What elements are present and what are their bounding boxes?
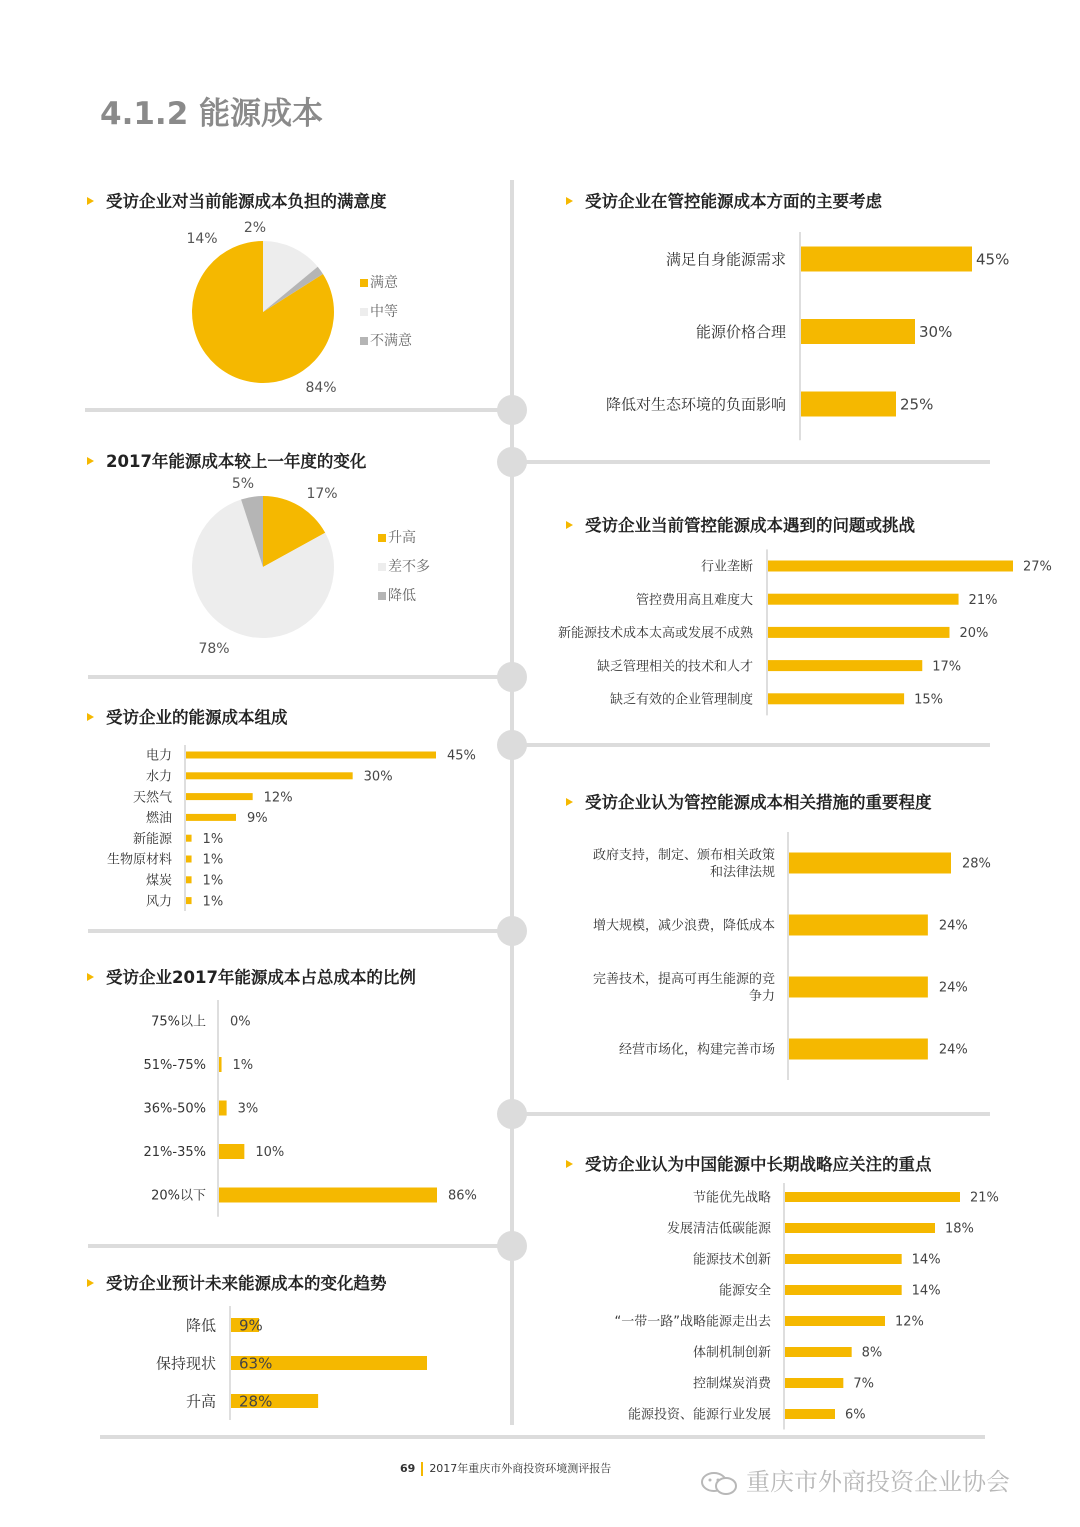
value-label: 1% <box>202 873 224 889</box>
pie-value-label: 84% <box>305 380 337 396</box>
category-label: “一带一路”战略能源走出去 <box>614 1314 771 1330</box>
bar <box>186 772 353 779</box>
bar <box>219 1057 222 1072</box>
category-label: 煤炭 <box>145 873 172 889</box>
legend-label: 差不多 <box>388 559 430 575</box>
arrow-marker-icon <box>87 973 94 981</box>
bar <box>186 814 236 821</box>
value-label: 0% <box>230 1014 251 1030</box>
category-label: 争力 <box>748 989 775 1005</box>
pie-value-label: 17% <box>306 486 338 502</box>
pie-value-label: 5% <box>231 476 255 492</box>
category-label: 行业垄断 <box>700 559 753 575</box>
value-label: 1% <box>202 831 224 847</box>
category-label: 节能优先战略 <box>692 1190 771 1206</box>
composition-bar-chart <box>90 745 500 915</box>
section-title-trend: 受访企业预计未来能源成本的变化趋势 <box>87 1270 387 1294</box>
arrow-marker-icon <box>87 197 94 205</box>
watermark <box>700 1462 1010 1497</box>
value-label: 24% <box>938 918 968 934</box>
section-title-measures: 受访企业认为管控能源成本相关措施的重要程度 <box>566 789 932 813</box>
value-label: 27% <box>1023 559 1052 575</box>
satisfaction-pie-chart <box>150 215 450 405</box>
legend-label: 中等 <box>370 304 398 320</box>
value-label: 28% <box>962 856 991 872</box>
divider-left-2 <box>88 675 512 679</box>
value-label: 9% <box>239 1316 263 1335</box>
share-bar-chart <box>90 1000 500 1230</box>
category-label: 能源价格合理 <box>695 322 786 341</box>
bar <box>186 876 192 883</box>
value-label: 24% <box>938 980 968 996</box>
bar <box>785 1316 885 1326</box>
bar <box>785 1285 902 1295</box>
category-label: 风力 <box>145 894 172 910</box>
value-label: 14% <box>911 1283 941 1299</box>
bar <box>186 752 436 759</box>
bar <box>768 594 959 605</box>
value-label: 25% <box>900 395 934 414</box>
divider-left-3 <box>88 929 512 933</box>
measures-bar-chart <box>520 832 1060 1082</box>
category-label: 降低 <box>185 1316 216 1335</box>
value-label: 63% <box>239 1354 273 1373</box>
divider-left-1 <box>85 408 512 412</box>
bar <box>785 1409 835 1419</box>
bar <box>186 856 192 863</box>
divider-left-4 <box>88 1244 512 1248</box>
bar <box>785 1223 935 1233</box>
category-label: 燃油 <box>145 811 172 827</box>
value-label: 9% <box>247 811 268 827</box>
challenges-bar-chart <box>520 548 1065 720</box>
value-label: 18% <box>945 1221 974 1237</box>
category-label: 经营市场化，构建完善市场 <box>618 1042 775 1058</box>
bar <box>768 693 904 704</box>
category-label: 20%以下 <box>151 1188 206 1204</box>
bar <box>785 1254 902 1264</box>
bar <box>789 853 951 874</box>
pie-value-label: 78% <box>198 641 230 657</box>
value-label: 15% <box>914 692 944 708</box>
category-label: 完善技术，提高可再生能源的竞 <box>592 972 775 988</box>
value-label: 1% <box>202 852 224 868</box>
divider-bottom <box>100 1435 985 1439</box>
footer-separator <box>421 1462 423 1476</box>
legend-swatch <box>360 279 368 287</box>
change-pie-chart <box>150 472 450 662</box>
category-label: 增大规模，减少浪费，降低成本 <box>592 918 775 934</box>
category-label: 缺乏有效的企业管理制度 <box>609 692 753 708</box>
value-label: 30% <box>363 769 393 785</box>
bar <box>801 319 915 344</box>
bar <box>801 247 972 272</box>
trend-bar-chart <box>90 1305 500 1425</box>
category-label: 满足自身能源需求 <box>665 250 786 269</box>
considerations-bar-chart <box>520 232 1060 442</box>
category-label: 51%-75% <box>143 1058 206 1074</box>
arrow-marker-icon <box>87 1279 94 1287</box>
bar <box>186 835 192 842</box>
legend-label: 不满意 <box>370 333 412 349</box>
category-label: 能源投资、能源行业发展 <box>627 1407 771 1423</box>
bar <box>785 1378 843 1388</box>
category-label: 政府支持，制定、颁布相关政策 <box>592 848 775 864</box>
category-label: 75%以上 <box>151 1014 206 1030</box>
value-label: 24% <box>938 1042 968 1058</box>
arrow-marker-icon <box>87 457 94 465</box>
arrow-marker-icon <box>566 1160 573 1168</box>
page-title: 4.1.2 能源成本 <box>100 96 324 132</box>
arrow-marker-icon <box>566 197 573 205</box>
category-label: 新能源技术成本太高或发展不成熟 <box>557 626 753 642</box>
category-label: 天然气 <box>132 790 172 806</box>
category-label: 升高 <box>185 1392 216 1411</box>
bar <box>186 793 253 800</box>
value-label: 21% <box>968 592 998 608</box>
value-label: 3% <box>237 1101 259 1117</box>
section-title-considerations: 受访企业在管控能源成本方面的主要考虑 <box>566 188 882 212</box>
section-title-share: 受访企业2017年能源成本占总成本的比例 <box>87 964 416 988</box>
value-label: 45% <box>447 748 476 764</box>
value-label: 45% <box>976 250 1010 269</box>
bar <box>789 977 928 998</box>
arrow-marker-icon <box>87 713 94 721</box>
value-label: 6% <box>845 1407 866 1423</box>
category-label: 能源安全 <box>718 1283 771 1299</box>
wechat-icon <box>700 1470 740 1496</box>
category-label: 缺乏管理相关的技术和人才 <box>596 659 753 675</box>
value-label: 28% <box>239 1392 273 1411</box>
legend-swatch <box>360 308 368 316</box>
category-label: 电力 <box>145 748 172 764</box>
category-label: 和法律法规 <box>709 865 775 881</box>
watermark-text: 重庆市外商投资企业协会 <box>746 1468 1010 1496</box>
value-label: 17% <box>932 659 962 675</box>
bar <box>789 1039 928 1060</box>
category-label: 能源技术创新 <box>692 1252 771 1268</box>
value-label: 12% <box>263 790 293 806</box>
divider-node <box>497 1099 527 1129</box>
arrow-marker-icon <box>566 798 573 806</box>
category-label: 36%-50% <box>143 1101 206 1117</box>
value-label: 14% <box>911 1252 941 1268</box>
value-label: 30% <box>919 322 953 341</box>
divider-right-3 <box>512 1112 990 1116</box>
bar <box>219 1188 437 1203</box>
pie-value-label: 2% <box>243 220 267 236</box>
bar <box>219 1101 227 1116</box>
section-title-composition: 受访企业的能源成本组成 <box>87 704 288 728</box>
value-label: 1% <box>202 894 224 910</box>
category-label: 控制煤炭消费 <box>692 1376 771 1392</box>
divider-right-1 <box>512 460 990 464</box>
value-label: 1% <box>232 1058 254 1074</box>
value-label: 86% <box>448 1188 477 1204</box>
report-title: 2017年重庆市外商投资环境测评报告 <box>429 1462 612 1475</box>
bar <box>789 915 928 936</box>
legend-label: 降低 <box>388 588 416 604</box>
value-label: 8% <box>861 1345 883 1361</box>
category-label: 管控费用高且难度大 <box>635 592 753 608</box>
footer <box>400 1460 611 1476</box>
divider-right-2 <box>512 743 990 747</box>
bar <box>768 627 949 638</box>
legend-label: 升高 <box>388 530 416 546</box>
bar <box>219 1144 244 1159</box>
section-title-satisfaction: 受访企业对当前能源成本负担的满意度 <box>87 188 387 212</box>
legend-swatch <box>378 563 386 571</box>
arrow-marker-icon <box>566 521 573 529</box>
category-label: 新能源 <box>132 831 172 847</box>
value-label: 21% <box>970 1190 999 1206</box>
legend-swatch <box>360 337 368 345</box>
category-label: 保持现状 <box>155 1354 216 1373</box>
legend-swatch <box>378 592 386 600</box>
category-label: 降低对生态环境的负面影响 <box>605 395 786 414</box>
category-label: 生物原材料 <box>106 852 172 868</box>
bar <box>768 660 922 671</box>
page-number: 69 <box>400 1462 416 1475</box>
divider-node <box>497 447 527 477</box>
value-label: 12% <box>895 1314 924 1330</box>
section-title-strategy: 受访企业认为中国能源中长期战略应关注的重点 <box>566 1151 932 1175</box>
legend-swatch <box>378 534 386 542</box>
bar <box>785 1347 852 1357</box>
category-label: 21%-35% <box>143 1145 206 1161</box>
value-label: 7% <box>853 1376 874 1392</box>
pie-value-label: 14% <box>186 231 218 247</box>
category-label: 体制机制创新 <box>692 1345 771 1361</box>
category-label: 发展清洁低碳能源 <box>666 1221 771 1237</box>
bar <box>785 1192 960 1202</box>
category-label: 水力 <box>145 769 172 785</box>
value-label: 20% <box>959 626 989 642</box>
bar <box>768 561 1013 572</box>
strategy-bar-chart <box>520 1183 1060 1431</box>
section-title-challenges: 受访企业当前管控能源成本遇到的问题或挑战 <box>566 512 915 536</box>
bar <box>186 897 192 904</box>
value-label: 10% <box>255 1145 285 1161</box>
legend-label: 满意 <box>370 275 398 291</box>
section-title-change: 2017年能源成本较上一年度的变化 <box>87 448 366 472</box>
bar <box>801 392 896 417</box>
divider-node <box>497 730 527 760</box>
